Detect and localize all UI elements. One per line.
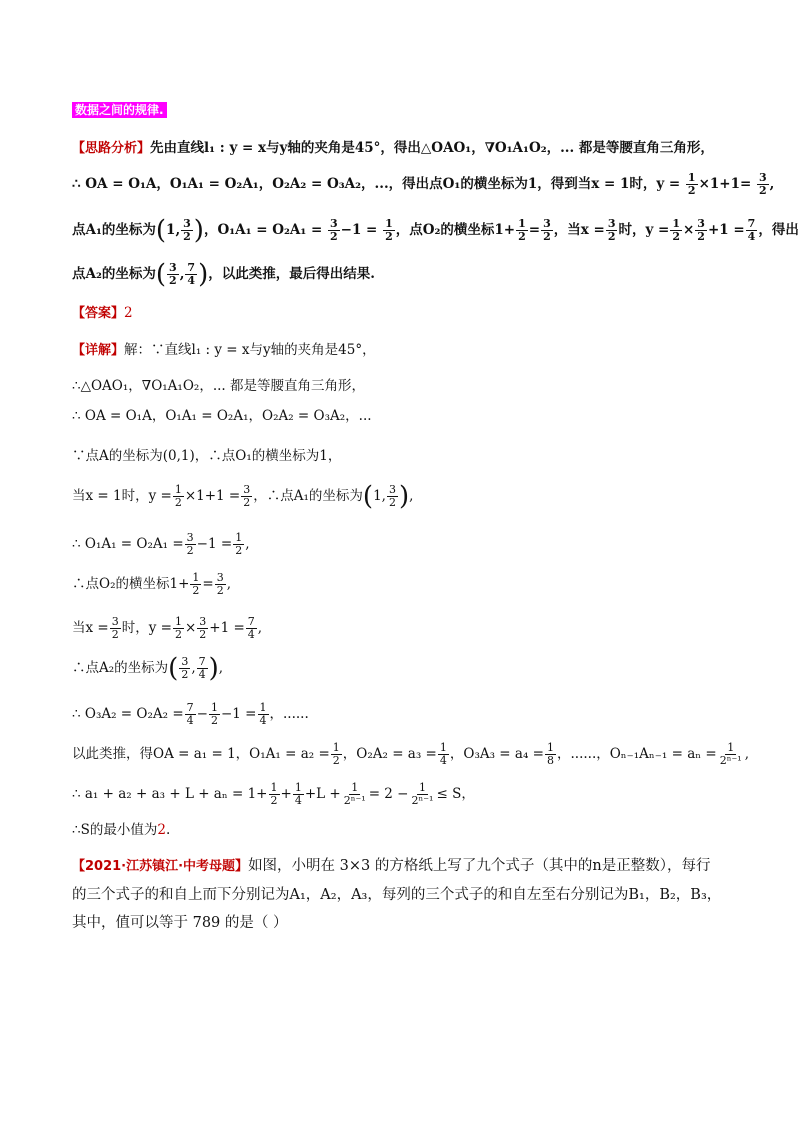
next-problem-text: 如图，小明在 3×3 的方格纸上写了九个式子（其中的n是正整数），每行的三个式子的和自上而下分别记为A₁，A₂，A₃，每列的三个式子的和自左至右分别记为B₁，B₂，B₃，其中，值可以等于 789 的是（ ） [72, 858, 722, 931]
fraction: $\frac{3}{2}$ [199, 615, 207, 641]
header-tag: 数据之间的规律. [72, 102, 167, 118]
fraction: $\frac{1}{2}$ [192, 571, 200, 597]
analysis-line-1 [72, 138, 754, 159]
fraction: $\frac{3}{2}$ [607, 217, 616, 243]
detail-line-11: 以此类推，得OA = a₁ = 1，O₁A₁ = a₂ = $\frac{1}{2}$ ，O₂A₂ = a₃ = $\frac{1}{4}$ ，O₃A₃ = a₄ = $\frac{1}{8}$ ，......，Oₙ₋₁Aₙ₋₁ = aₙ = $\frac{1}{\text{2ⁿ⁻¹}}$ , [72, 741, 749, 767]
detail-line-13: ∴S的最小值为2. [72, 822, 171, 838]
fraction: $\frac{1}{2}$ [270, 781, 278, 807]
fraction: $\frac{3}{2}$ [169, 261, 177, 287]
fraction: $\frac{1}{8}$ [546, 741, 554, 767]
next-problem [72, 852, 724, 937]
fraction: $\frac{7}{4}$ [186, 701, 194, 727]
fraction: $\frac{1}{2}$ [174, 615, 182, 641]
fraction: $\frac{3}{2}$ [388, 483, 396, 509]
next-problem-label: 【2021·江苏镇江·中考母题】 [72, 859, 249, 874]
detail-text-1: 解：∵直线l₁ : y = x与y轴的夹角是45°， [124, 342, 376, 358]
analysis-line-4: 点A₂的坐标为( $\frac{3}{2}$ , $\frac{7}{4}$ )，以此类推，最后得出结果. [72, 259, 375, 290]
fraction: $\frac{3}{2}$ [330, 217, 338, 243]
fraction: $\frac{1}{2}$ [687, 171, 696, 197]
fraction: $\frac{3}{2}$ [243, 483, 251, 509]
fraction: $\frac{1}{2}$ [174, 483, 182, 509]
fraction: $\frac{1}{4}$ [439, 741, 447, 767]
analysis-text-2b: ×1+1= [698, 176, 752, 192]
fraction: $\frac{7}{4}$ [247, 615, 255, 641]
fraction: $\frac{1}{\text{2ⁿ⁻¹}}$ [411, 781, 434, 807]
detail-line-12: ∴ a₁ + a₂ + a₃ + L + aₙ = 1+ $\frac{1}{2}$ + $\frac{1}{4}$ +L + $\frac{1}{\text{2ⁿ⁻¹}}$ = 2 − $\frac{1}{\text{2ⁿ⁻¹}}$ ≤ S， [72, 781, 475, 807]
fraction: $\frac{3}{2}$ [759, 171, 767, 197]
fraction: $\frac{1}{\text{2ⁿ⁻¹}}$ [343, 781, 366, 807]
fraction: $\frac{1}{2}$ [235, 531, 243, 557]
analysis-label: 【思路分析】 [72, 141, 151, 156]
fraction: $\frac{1}{2}$ [518, 217, 526, 243]
answer-value: 2 [124, 305, 133, 321]
fraction: $\frac{1}{2}$ [210, 701, 218, 727]
fraction: $\frac{1}{2}$ [332, 741, 340, 767]
fraction: $\frac{3}{2}$ [181, 655, 189, 681]
fraction: $\frac{3}{2}$ [186, 531, 194, 557]
answer-label: 【答案】 [72, 306, 125, 321]
detail-line-9: ∴点A₂的坐标为( $\frac{3}{2}$ , $\frac{7}{4}$ ), [72, 653, 224, 684]
fraction: $\frac{3}{2}$ [543, 217, 551, 243]
fraction: $\frac{3}{2}$ [111, 615, 119, 641]
detail-label: 【详解】 [72, 343, 125, 358]
detail-line-7: ∴点O₂的横坐标1+ $\frac{1}{2}$ = $\frac{3}{2}$ , [72, 571, 231, 597]
fraction: $\frac{3}{2}$ [216, 571, 224, 597]
fraction: $\frac{7}{4}$ [198, 655, 206, 681]
fraction: $\frac{1}{\text{2ⁿ⁻¹}}$ [719, 741, 742, 767]
detail-line-4: ∵点A的坐标为(0,1)，∴点O₁的横坐标为1， [72, 448, 342, 464]
fraction: $\frac{3}{2}$ [697, 217, 705, 243]
header-tag-line [72, 100, 754, 120]
analysis-text-2a: ∴ OA = O₁A，O₁A₁ = O₂A₁，O₂A₂ = O₃A₂，...，得出点O₁的横坐标为1，得到当x = 1时，y = [72, 176, 681, 192]
fraction: $\frac{3}{2}$ [183, 217, 191, 243]
fraction: $\frac{7}{4}$ [747, 217, 756, 243]
detail-line-6: ∴ O₁A₁ = O₂A₁ = $\frac{3}{2}$ −1 = $\frac{1}{2}$ , [72, 531, 250, 557]
fraction: $\frac{1}{4}$ [259, 701, 267, 727]
analysis-line-3: 点A₁的坐标为(1, $\frac{3}{2}$ )，O₁A₁ = O₂A₁ = $\frac{3}{2}$ −1 = $\frac{1}{2}$ ，点O₂的横坐标1+ $\frac{1}{2}$ = $\frac{3}{2}$ ，当x = $\frac{3}{2}$ 时，y = $\frac{1}{2}$ × $\frac{3}{2}$ +1 = $\frac{7}{4}$ ，得出 [72, 215, 799, 246]
detail-line-2: ∴△OAO₁，∇O₁A₁O₂，... 都是等腰直角三角形， [72, 378, 365, 394]
detail-line-10: ∴ O₃A₂ = O₂A₂ = $\frac{7}{4}$ − $\frac{1}{2}$ −1 = $\frac{1}{4}$ ，...... [72, 701, 309, 727]
fraction: $\frac{1}{4}$ [294, 781, 302, 807]
fraction: $\frac{1}{2}$ [385, 217, 393, 243]
detail-line-3: ∴ OA = O₁A，O₁A₁ = O₂A₁，O₂A₂ = O₃A₂，... [72, 408, 372, 424]
detail-line-8: 当x = $\frac{3}{2}$ 时，y = $\frac{1}{2}$ × $\frac{3}{2}$ +1 = $\frac{7}{4}$ , [72, 615, 263, 641]
analysis-text-1: 先由直线l₁ : y = x与y轴的夹角是45°，得出△OAO₁，∇O₁A₁O₂，... 都是等腰直角三角形， [150, 140, 714, 156]
fraction: $\frac{7}{4}$ [187, 261, 196, 287]
answer-line [72, 303, 754, 324]
detail-line-5: 当x = 1时，y = $\frac{1}{2}$ ×1+1 = $\frac{3}{2}$ ，∴点A₁的坐标为(1, $\frac{3}{2}$ ), [72, 481, 414, 512]
fraction: $\frac{1}{2}$ [672, 217, 680, 243]
analysis-line-2: ∴ OA = O₁A，O₁A₁ = O₂A₁，O₂A₂ = O₃A₂，...，得出点O₁的横坐标为1，得到当x = 1时，y = $\frac{1}{2}$ ×1+1= $\frac{3}{2}$ , [72, 171, 775, 197]
detail-line-1 [72, 340, 754, 361]
analysis-text-3a: 点A₁的坐标为 [72, 222, 156, 238]
min-value: 2 [157, 822, 166, 838]
